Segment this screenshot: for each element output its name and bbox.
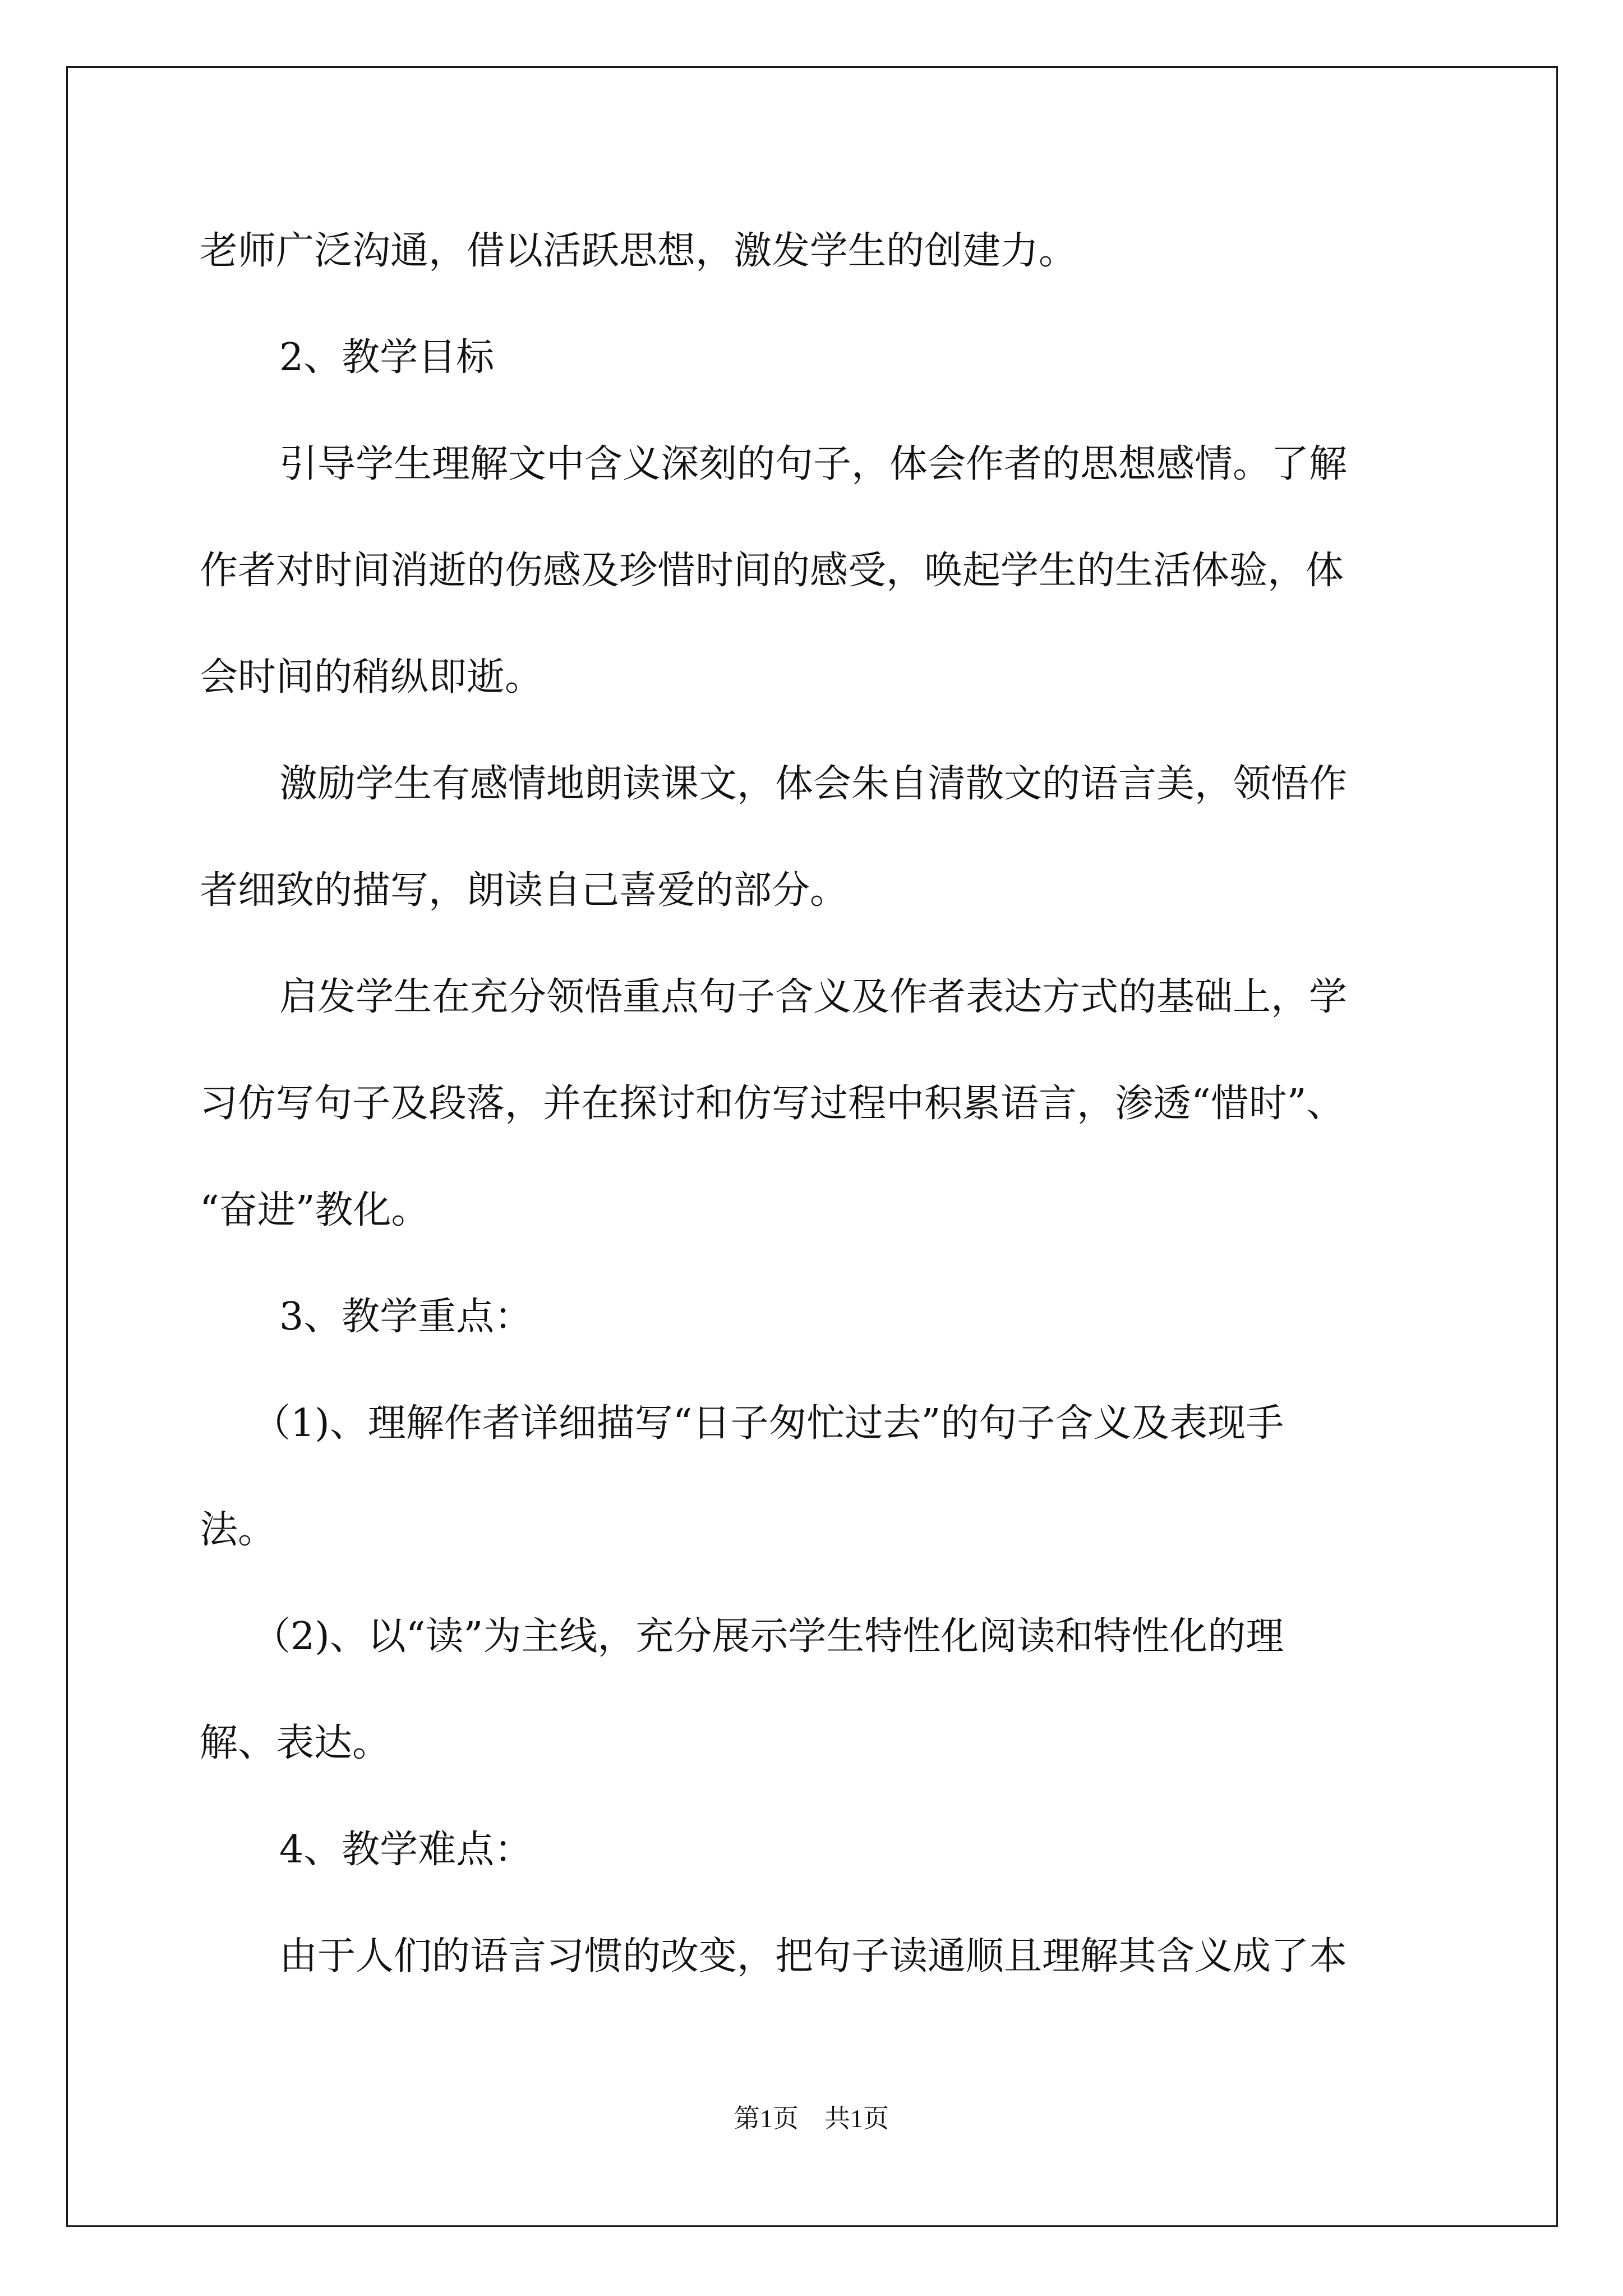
text-line: 老师广泛沟通，借以活跃思想，激发学生的创建力。 — [200, 229, 1077, 273]
text-line: 由于人们的语言习惯的改变，把句子读通顺且理解其含义成了本 — [279, 1934, 1348, 1978]
text-line: （2)、以“读”为主线，充分展示学生特性化阅读和特性化的理 — [252, 1614, 1284, 1659]
text-line: 法。 — [200, 1508, 276, 1552]
text-line: “奋进”教化。 — [200, 1188, 430, 1232]
text-line: 解、表达。 — [200, 1721, 391, 1765]
section-heading: 3、教学重点： — [279, 1295, 533, 1339]
page-footer: 第1页 共1页 — [734, 2104, 889, 2133]
text-line: 习仿写句子及段落，并在探讨和仿写过程中积累语言，渗透“惜时”、 — [200, 1082, 1345, 1126]
text-line: 会时间的稍纵即逝。 — [200, 655, 543, 700]
text-line: 作者对时间消逝的伤感及珍惜时间的感受，唤起学生的生活体验，体 — [200, 549, 1344, 593]
text-line: 激励学生有感情地朗读课文，体会朱自清散文的语言美，领悟作 — [279, 762, 1348, 806]
text-line: （1)、理解作者详细描写“日子匆忙过去”的句子含义及表现手 — [252, 1401, 1284, 1446]
text-line: 引导学生理解文中含义深刻的句子，体会作者的思想感情。了解 — [279, 442, 1348, 486]
text-line: 启发学生在充分领悟重点句子含义及作者表达方式的基础上，学 — [279, 975, 1348, 1019]
page-border — [66, 66, 1558, 2227]
section-heading: 4、教学难点： — [279, 1828, 533, 1872]
section-heading: 2、教学目标 — [279, 335, 495, 380]
text-line: 者细致的描写，朗读自己喜爱的部分。 — [200, 868, 849, 913]
